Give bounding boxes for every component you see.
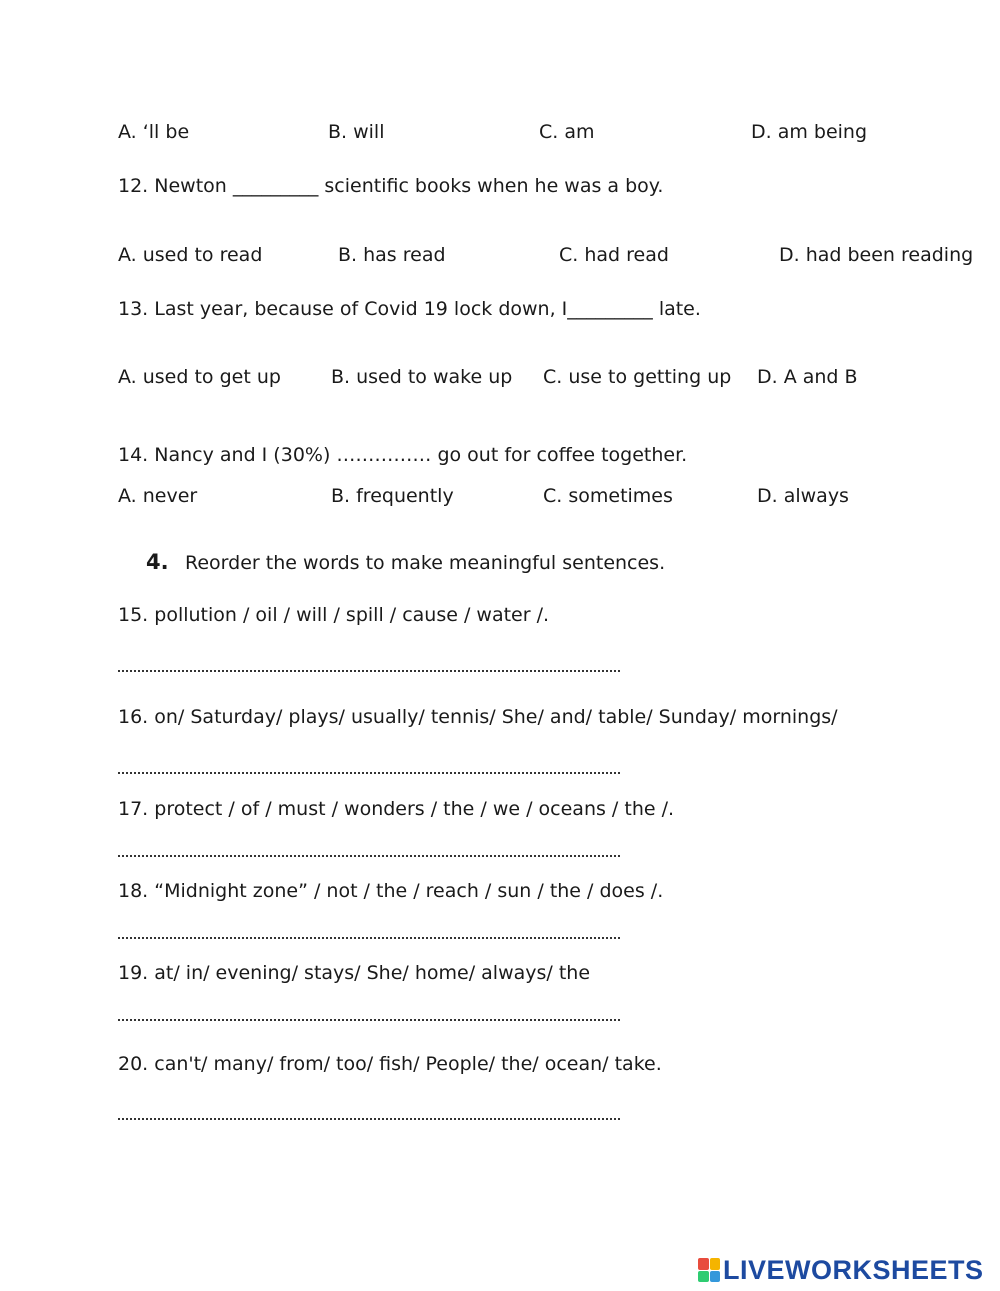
liveworksheets-logo-text: LIVEWORKSHEETS — [723, 1254, 984, 1285]
answer-line-17[interactable] — [118, 855, 620, 857]
answer-line-19[interactable] — [118, 1019, 620, 1021]
q12-option-d: D. had been reading — [779, 244, 974, 266]
answer-line-20[interactable] — [118, 1118, 620, 1120]
reorder-question-20: 20. can't/ many/ from/ too/ fish/ People/ the/ ocean/ take. — [118, 1053, 662, 1075]
q11-option-b: B. will — [328, 121, 385, 143]
q12-option-a: A. used to read — [118, 244, 263, 266]
answer-line-18[interactable] — [118, 937, 620, 939]
answer-line-15[interactable] — [118, 670, 620, 672]
q13-option-d: D. A and B — [757, 366, 858, 388]
section-title: Reorder the words to make meaningful sentences. — [185, 552, 666, 574]
q14-question: 14. Nancy and I (30%) …………… go out for coffee together. — [118, 444, 688, 466]
q12-option-b: B. has read — [338, 244, 446, 266]
q13-option-a: A. used to get up — [118, 366, 281, 388]
liveworksheets-logo — [698, 1255, 984, 1285]
answer-line-16[interactable] — [118, 772, 620, 774]
q14-option-a: A. never — [118, 485, 198, 507]
reorder-question-17: 17. protect / of / must / wonders / the / we / oceans / the /. — [118, 798, 675, 820]
reorder-question-15: 15. pollution / oil / will / spill / cause / water /. — [118, 604, 550, 626]
q11-option-c: C. am — [539, 121, 595, 143]
q12-option-c: C. had read — [559, 244, 669, 266]
q13-option-b: B. used to wake up — [331, 366, 513, 388]
q14-option-d: D. always — [757, 485, 849, 507]
q11-option-a: A. ‘ll be — [118, 121, 190, 143]
q14-option-c: C. sometimes — [543, 485, 673, 507]
q13-option-c: C. use to getting up — [543, 366, 732, 388]
reorder-question-18: 18. “Midnight zone” / not / the / reach / sun / the / does /. — [118, 880, 664, 902]
liveworksheets-logo-icon — [698, 1258, 720, 1282]
section-number: 4. — [146, 550, 169, 574]
reorder-question-19: 19. at/ in/ evening/ stays/ She/ home/ always/ the — [118, 962, 591, 984]
q14-option-b: B. frequently — [331, 485, 454, 507]
q13-question: 13. Last year, because of Covid 19 lock down, I_________ late. — [118, 298, 701, 320]
q11-option-d: D. am being — [751, 121, 868, 143]
q12-question: 12. Newton _________ scientific books when he was a boy. — [118, 175, 664, 197]
reorder-question-16: 16. on/ Saturday/ plays/ usually/ tennis/ She/ and/ table/ Sunday/ mornings/ — [118, 706, 838, 728]
